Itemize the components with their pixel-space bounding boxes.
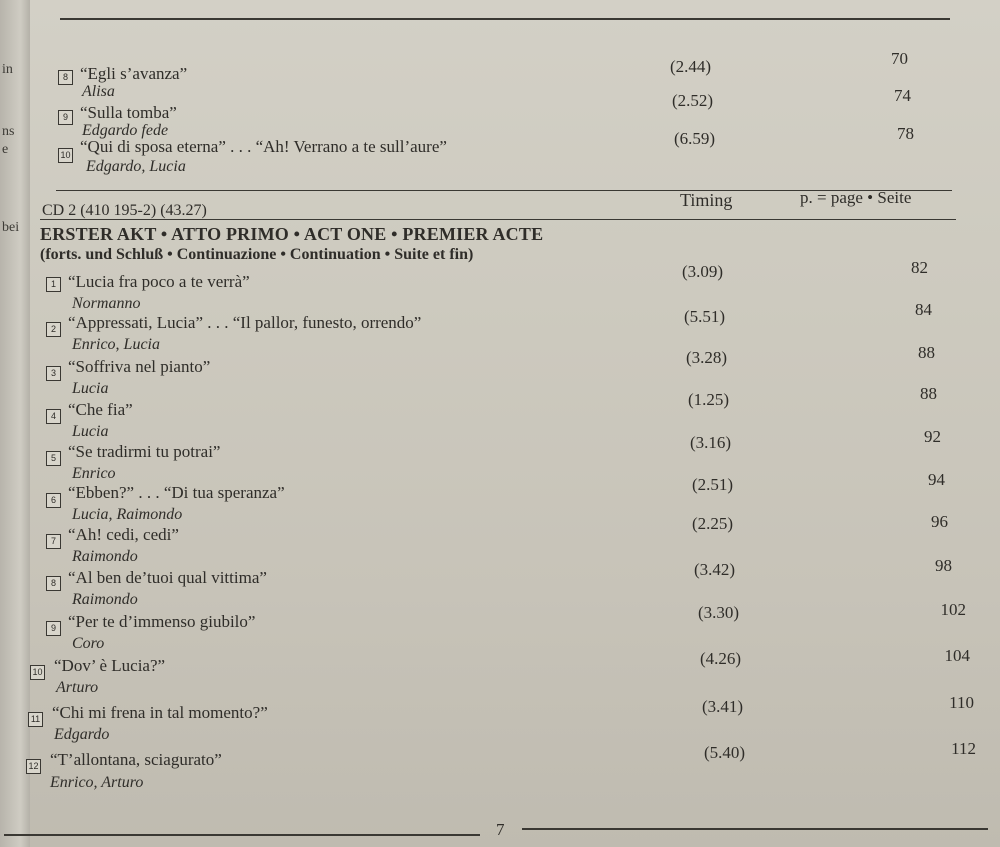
track-number-box: 8 xyxy=(58,70,73,85)
cd-label: CD 2 (410 195-2) (43.27) xyxy=(42,202,207,219)
track-timing: (4.26) xyxy=(700,649,742,668)
track-timing: (3.09) xyxy=(682,262,724,281)
page-column-header: p. = page • Seite xyxy=(800,188,912,207)
track-title: “Se tradirmi tu potrai” xyxy=(68,442,221,461)
track-timing: (3.30) xyxy=(698,603,740,622)
track-number-box: 3 xyxy=(46,366,61,381)
track-timing: (2.25) xyxy=(692,514,734,533)
track-page: 74 xyxy=(894,86,911,105)
track-performers: Enrico, Lucia xyxy=(72,336,160,353)
track-page: 78 xyxy=(897,124,914,143)
list-item xyxy=(28,739,1000,803)
spine-fragment: bei xyxy=(2,220,20,235)
track-timing: (3.41) xyxy=(702,697,744,716)
track-title: “T’allontana, sciagurato” xyxy=(50,750,222,769)
footer-rule-right xyxy=(522,828,988,830)
track-page: 98 xyxy=(935,556,952,575)
track-page: 96 xyxy=(931,512,948,531)
track-timing: (1.25) xyxy=(688,390,730,409)
track-number-box: 10 xyxy=(30,665,45,680)
track-number-box: 1 xyxy=(46,277,61,292)
track-page: 102 xyxy=(940,600,966,619)
track-timing: (2.51) xyxy=(692,475,734,494)
spine-fragment: ns xyxy=(2,124,15,139)
track-performers: Coro xyxy=(72,635,105,652)
track-title: “Al ben de’tuoi qual vittima” xyxy=(68,568,267,587)
spine-fragment: e xyxy=(2,142,9,157)
track-number-box: 2 xyxy=(46,322,61,337)
track-timing: (6.59) xyxy=(674,129,716,148)
footer-rule-left xyxy=(4,834,480,836)
track-performers: Alisa xyxy=(82,83,115,100)
page-number: 7 xyxy=(496,820,505,839)
track-number-box: 9 xyxy=(46,621,61,636)
track-timing: (3.42) xyxy=(694,560,736,579)
track-performers: Enrico, Arturo xyxy=(50,774,144,791)
track-timing: (3.16) xyxy=(690,433,732,452)
track-page: 88 xyxy=(918,343,935,362)
booklet-page xyxy=(30,0,1000,847)
track-title: “Soffriva nel pianto” xyxy=(68,357,211,376)
track-page: 70 xyxy=(891,49,908,68)
track-performers: Enrico xyxy=(72,465,116,482)
track-performers: Edgardo xyxy=(54,726,110,743)
track-page: 88 xyxy=(920,384,937,403)
track-title: “Ah! cedi, cedi” xyxy=(68,525,179,544)
track-timing: (2.52) xyxy=(672,91,714,110)
track-performers: Raimondo xyxy=(72,591,138,608)
spine-fragment: in xyxy=(2,62,13,77)
list-item xyxy=(30,600,1000,671)
track-title: “Egli s’avanza” xyxy=(80,64,188,83)
track-title: “Chi mi frena in tal momento?” xyxy=(52,703,268,722)
track-performers: Lucia xyxy=(72,380,109,397)
track-timing: (3.28) xyxy=(686,348,728,367)
act-subheading: (forts. und Schluß • Continuazione • Continuation • Suite et fin) xyxy=(40,246,474,263)
header-rule xyxy=(40,219,956,220)
track-number-box: 4 xyxy=(46,409,61,424)
track-page: 104 xyxy=(944,646,970,665)
track-page: 94 xyxy=(928,470,945,489)
track-performers: Lucia, Raimondo xyxy=(72,506,183,523)
track-page: 84 xyxy=(915,300,932,319)
track-title: “Per te d’immenso giubilo” xyxy=(68,612,256,631)
track-page: 112 xyxy=(951,739,976,758)
track-number-box: 5 xyxy=(46,451,61,466)
track-number-box: 6 xyxy=(46,493,61,508)
track-timing: (5.51) xyxy=(684,307,726,326)
timing-column-header: Timing xyxy=(680,190,733,210)
track-title: “Dov’ è Lucia?” xyxy=(54,656,166,675)
track-performers: Lucia xyxy=(72,423,109,440)
track-title: “Ebben?” . . . “Di tua speranza” xyxy=(68,483,285,502)
track-number-box: 9 xyxy=(58,110,73,125)
track-timing: (5.40) xyxy=(704,743,746,762)
act-heading: ERSTER AKT • ATTO PRIMO • ACT ONE • PREMIER ACTE xyxy=(40,224,544,244)
track-performers: Edgardo, Lucia xyxy=(86,158,186,175)
track-page: 92 xyxy=(924,427,941,446)
track-title: “Qui di sposa eterna” . . . “Ah! Verrano a te sull’aure” xyxy=(80,137,447,156)
track-page: 82 xyxy=(911,258,928,277)
track-performers: Edgardo fede xyxy=(82,122,169,139)
top-rule xyxy=(60,18,950,20)
track-number-box: 12 xyxy=(26,759,41,774)
track-page: 110 xyxy=(949,693,974,712)
track-title: “Lucia fra poco a te verrà” xyxy=(68,272,250,291)
track-performers: Arturo xyxy=(56,679,99,696)
track-title: “Sulla tomba” xyxy=(80,103,177,122)
track-timing: (2.44) xyxy=(670,57,712,76)
track-title: “Che fia” xyxy=(68,400,133,419)
track-title: “Appressati, Lucia” . . . “Il pallor, funesto, orrendo” xyxy=(68,313,422,332)
track-number-box: 7 xyxy=(46,534,61,549)
track-performers: Raimondo xyxy=(72,548,138,565)
track-number-box: 8 xyxy=(46,576,61,591)
track-number-box: 11 xyxy=(28,712,43,727)
track-number-box: 10 xyxy=(58,148,73,163)
track-performers: Normanno xyxy=(72,295,141,312)
